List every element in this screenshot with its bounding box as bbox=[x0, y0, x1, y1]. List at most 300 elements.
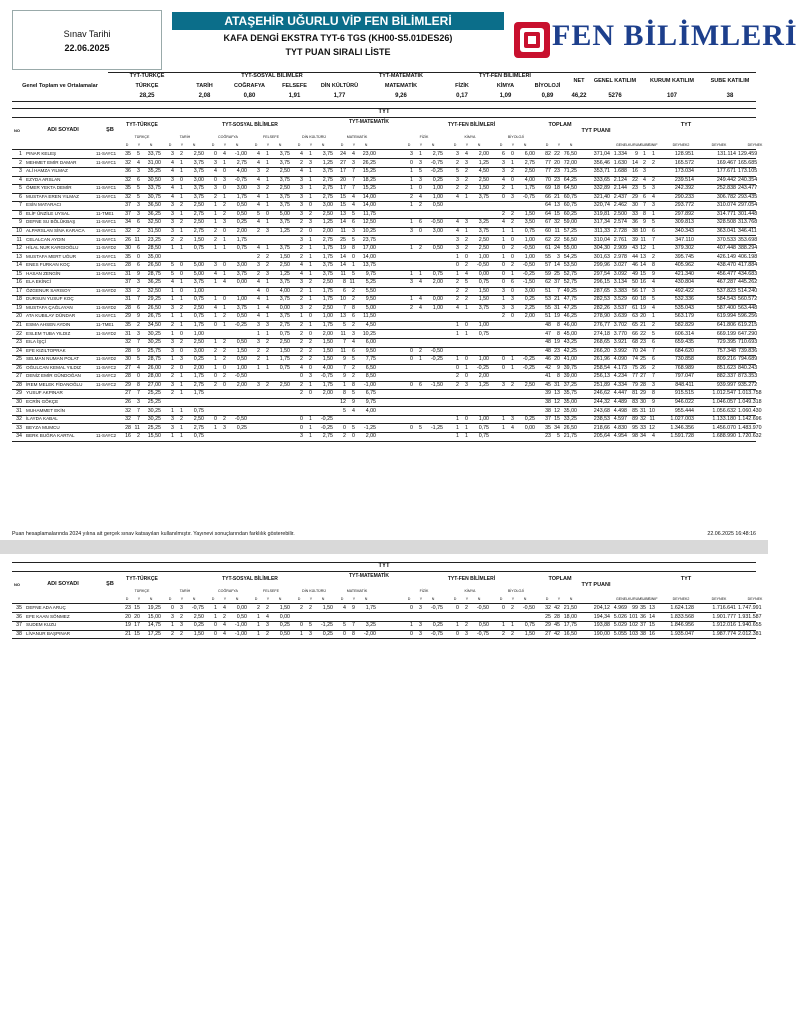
cell-wrong: 1 bbox=[223, 304, 226, 311]
deynek-cell: 641.806 bbox=[716, 322, 736, 328]
cell-wrong: 1 bbox=[180, 313, 183, 320]
deynek-cell: 165.572 bbox=[674, 159, 694, 166]
deynek-cell: 309.813 bbox=[674, 219, 694, 226]
cell-net: 42,25 bbox=[563, 347, 577, 354]
cell-correct: 3 bbox=[410, 151, 413, 157]
row-no: 26 bbox=[16, 364, 22, 371]
rank-cell: 26 bbox=[640, 364, 646, 371]
cell-wrong: 11 bbox=[554, 227, 560, 234]
cell-correct: 0 bbox=[300, 416, 303, 423]
rank-cell: 4.234 bbox=[613, 373, 627, 380]
cell-wrong: 0 bbox=[419, 185, 422, 192]
cell-correct: 3 bbox=[171, 202, 174, 209]
cell-correct: 2 bbox=[300, 159, 303, 166]
cell-wrong: 2 bbox=[352, 287, 355, 294]
row-no: 16 bbox=[16, 279, 22, 286]
cell-wrong: 3 bbox=[419, 630, 422, 637]
cell-correct: 31 bbox=[125, 330, 131, 337]
rank-cell: 1 bbox=[652, 313, 655, 320]
row-sube: 11-SAYC1 bbox=[96, 313, 117, 319]
cell-wrong: 2 bbox=[352, 373, 355, 380]
tyt-puan: 251,89 bbox=[593, 381, 610, 388]
rank-header: DEYNEK bbox=[747, 143, 763, 147]
tyt-puan: 321,40 bbox=[593, 193, 610, 200]
rank-cell: 44 bbox=[632, 253, 638, 260]
cell-net: 0,00 bbox=[524, 424, 535, 431]
cell-wrong: 28 bbox=[554, 613, 560, 620]
cell-net: 52,75 bbox=[563, 279, 577, 286]
rank-cell: 3.134 bbox=[613, 279, 627, 286]
cell-wrong: 15 bbox=[134, 605, 140, 611]
cell-correct: 3 bbox=[300, 279, 303, 286]
col-sb-header: ŞB bbox=[106, 127, 114, 133]
cell-net: 35,00 bbox=[563, 398, 577, 405]
cell-correct: 4 bbox=[456, 227, 459, 234]
row-name: BERK BUĞRA KARTAL bbox=[26, 433, 75, 439]
cell-net: 15,50 bbox=[147, 433, 161, 440]
cell-correct: 20 bbox=[340, 176, 346, 183]
table-row bbox=[12, 398, 762, 407]
cell-net: 37,25 bbox=[563, 381, 577, 388]
tyt-puan: 311,33 bbox=[594, 227, 610, 234]
cell-wrong: 2 bbox=[223, 356, 226, 363]
cell-wrong: 9 bbox=[137, 347, 140, 354]
cell-correct: 1 bbox=[410, 296, 413, 303]
dyn-header: Y bbox=[352, 143, 356, 147]
deynek-cell: 445.262 bbox=[738, 279, 758, 286]
rank-cell: 2.728 bbox=[613, 227, 627, 234]
deynek-cell: 915.515 bbox=[674, 390, 694, 397]
rank-cell: 95 bbox=[632, 424, 638, 431]
cell-wrong: 3 bbox=[266, 322, 269, 328]
rank-header: SUBE bbox=[640, 597, 650, 601]
cell-correct: 1 bbox=[456, 622, 459, 629]
rank-cell: 4.954 bbox=[613, 433, 627, 440]
cell-net: -1,25 bbox=[430, 424, 443, 431]
rank-cell: 9 bbox=[635, 151, 638, 157]
col-no-header: NO bbox=[14, 128, 20, 133]
cell-net: 10,25 bbox=[362, 227, 376, 234]
cell-correct: 1 bbox=[456, 253, 459, 260]
cell-net: 0,50 bbox=[279, 630, 290, 637]
rank-cell: 103 bbox=[629, 630, 638, 637]
cell-correct: 2 bbox=[300, 253, 303, 260]
cell-correct: 0 bbox=[456, 364, 459, 371]
table-row bbox=[12, 193, 756, 202]
table-row bbox=[12, 407, 762, 416]
cell-wrong: 2 bbox=[511, 210, 514, 217]
cell-correct: 48 bbox=[545, 347, 551, 354]
rank-cell: 10 bbox=[640, 227, 646, 234]
cell-wrong: 3 bbox=[465, 381, 468, 388]
cell-wrong: 3 bbox=[309, 630, 312, 637]
cell-wrong: 4 bbox=[352, 193, 355, 200]
cell-wrong: 3 bbox=[309, 159, 312, 166]
cell-wrong: 5 bbox=[137, 356, 140, 363]
cell-wrong: 8 bbox=[137, 381, 140, 388]
rank-cell: 6 bbox=[652, 356, 655, 363]
cell-correct: 4 bbox=[257, 313, 260, 320]
cell-net: 4,00 bbox=[236, 168, 247, 175]
deynek-cell: 438.470 bbox=[716, 262, 736, 269]
cell-correct: 1 bbox=[300, 313, 303, 320]
cell-net: 3,00 bbox=[236, 262, 247, 269]
cell-correct: 2 bbox=[410, 304, 413, 311]
cell-net: 2,00 bbox=[236, 227, 247, 234]
cell-wrong: 18 bbox=[554, 185, 560, 192]
summary-genel-label: GENEL KATILIM bbox=[593, 78, 637, 84]
cell-net: 3,75 bbox=[193, 159, 204, 166]
deynek-cell: 242.392 bbox=[674, 185, 694, 192]
cell-correct: 28 bbox=[125, 347, 131, 354]
school-title: ATAŞEHİR UĞURLU VİP FEN BİLİMLERİ bbox=[172, 12, 504, 30]
cell-correct: 37 bbox=[545, 416, 551, 423]
cell-correct: 1 bbox=[502, 424, 505, 431]
cell-wrong: 1 bbox=[266, 330, 269, 337]
cell-wrong: 9 bbox=[137, 270, 140, 277]
dyn-header: N bbox=[364, 143, 368, 147]
cell-correct: 21 bbox=[125, 630, 131, 637]
rank-cell: 27 bbox=[640, 373, 646, 380]
rank-cell: 4.830 bbox=[613, 424, 627, 431]
cell-net: 3,75 bbox=[279, 202, 290, 209]
deynek-cell: 1.056.632 bbox=[712, 407, 736, 414]
cell-wrong: 2 bbox=[180, 613, 183, 620]
rank-cell: 2 bbox=[652, 253, 655, 260]
cell-correct: 1 bbox=[410, 270, 413, 277]
cell-correct: 4 bbox=[456, 219, 459, 226]
table-row bbox=[12, 295, 756, 304]
cell-net: 28,75 bbox=[147, 270, 161, 277]
subject-header: BİYOLOJİ bbox=[507, 589, 525, 593]
cell-correct: 1 bbox=[171, 407, 174, 414]
cell-wrong: 2 bbox=[137, 287, 140, 294]
rank-cell: 29 bbox=[632, 193, 638, 200]
tyt-puan: 268,65 bbox=[593, 339, 610, 346]
cell-wrong: 3 bbox=[223, 176, 226, 183]
dyn-header: N bbox=[321, 143, 325, 147]
row-name: DEFNE ADA ARUÇ bbox=[26, 605, 66, 610]
cell-correct: 26 bbox=[125, 236, 131, 243]
cell-net: 3,00 bbox=[193, 176, 204, 183]
cell-correct: 1 bbox=[214, 219, 217, 226]
cell-wrong: 3 bbox=[419, 622, 422, 629]
cell-correct: 34 bbox=[125, 219, 131, 226]
cell-wrong: 1 bbox=[266, 151, 269, 157]
rank-cell: 1 bbox=[652, 151, 655, 157]
row-name: ELA EKİNCİ bbox=[26, 279, 52, 285]
cell-correct: 0 bbox=[502, 270, 505, 277]
cell-net: -0,75 bbox=[522, 193, 535, 200]
cell-correct: 1 bbox=[214, 339, 217, 346]
cell-correct: 3 bbox=[300, 193, 303, 200]
cell-net: 0,75 bbox=[478, 433, 489, 440]
deynek-cell: 407.448 bbox=[716, 245, 736, 252]
row-name: BEYZA MUMCU bbox=[26, 424, 60, 430]
rank-cell: 2 bbox=[652, 364, 655, 371]
cell-net: 1,75 bbox=[193, 390, 204, 397]
rank-cell: 25 bbox=[640, 356, 646, 363]
cell-correct: 9 bbox=[343, 373, 346, 380]
cell-wrong: 1 bbox=[419, 270, 422, 277]
cell-correct: 5 bbox=[456, 168, 459, 175]
cell-net: 0,50 bbox=[236, 202, 247, 209]
cell-correct: 2 bbox=[300, 381, 303, 388]
dyn-header: N bbox=[569, 597, 573, 601]
cell-net: 28,50 bbox=[147, 245, 161, 252]
rank-cell: 3 bbox=[652, 202, 655, 209]
cell-net: 2,75 bbox=[193, 424, 204, 431]
cell-net: 5,25 bbox=[365, 279, 376, 286]
summary-subject: FELSEFE bbox=[282, 83, 307, 89]
cell-correct: 0 bbox=[456, 630, 459, 637]
cell-correct: 0 bbox=[214, 622, 217, 629]
table-row bbox=[12, 432, 762, 441]
cell-net: 2,75 bbox=[322, 236, 333, 243]
cell-wrong: 6 bbox=[137, 304, 140, 311]
cell-wrong: 2 bbox=[180, 151, 183, 157]
deynek-cell: 848.411 bbox=[675, 381, 694, 388]
cell-correct: 2 bbox=[343, 433, 346, 440]
cell-wrong: 22 bbox=[554, 236, 560, 243]
cell-net: -0,25 bbox=[320, 424, 333, 431]
cell-wrong: 2 bbox=[180, 219, 183, 226]
row-sube: 11-SAYD2 bbox=[96, 245, 117, 251]
rank-header: DEYNEK bbox=[747, 597, 763, 601]
cell-wrong: 4 bbox=[352, 202, 355, 209]
cell-net: 2,50 bbox=[193, 416, 204, 423]
rank-cell: 24 bbox=[640, 347, 646, 354]
row-name: CELALCAN AYDIN bbox=[26, 236, 65, 242]
rank-cell: 31 bbox=[640, 407, 646, 414]
deynek-cell: 619.215 bbox=[738, 322, 758, 328]
rank-cell: 3.537 bbox=[613, 304, 627, 311]
cell-net: 0,75 bbox=[279, 330, 290, 337]
dyn-header: N bbox=[235, 143, 239, 147]
cell-net: 1,75 bbox=[322, 245, 333, 252]
cell-wrong: 0 bbox=[266, 210, 269, 217]
cell-net: 2,50 bbox=[193, 339, 204, 346]
cell-correct: 1 bbox=[343, 381, 346, 388]
cell-correct: 4 bbox=[300, 151, 303, 157]
tyt-puan: 304,30 bbox=[593, 245, 610, 252]
cell-net: 3,75 bbox=[279, 279, 290, 286]
cell-correct: 4 bbox=[257, 151, 260, 157]
cell-wrong: 1 bbox=[511, 185, 514, 192]
rank-cell: 70 bbox=[632, 347, 638, 354]
cell-net: 45,00 bbox=[563, 330, 577, 337]
cell-wrong: 6 bbox=[137, 245, 140, 252]
rank-cell: 2.574 bbox=[613, 219, 627, 226]
subject-header: TARİH bbox=[179, 135, 191, 139]
dyn-header: N bbox=[192, 143, 196, 147]
cell-correct: 2 bbox=[502, 313, 505, 320]
tyt-puan: 204,12 bbox=[593, 605, 610, 611]
rank-cell: 1 bbox=[643, 151, 646, 157]
rank-cell: 1.630 bbox=[613, 159, 627, 166]
cell-net: 18,25 bbox=[362, 176, 376, 183]
cell-net: 2,50 bbox=[322, 279, 333, 286]
cell-wrong: 0 bbox=[180, 262, 183, 269]
tyt-puan: 246,62 bbox=[593, 390, 610, 397]
cell-net: 35,00 bbox=[147, 253, 161, 260]
cell-wrong: 2 bbox=[266, 630, 269, 637]
cell-wrong: 42 bbox=[554, 630, 560, 637]
cell-wrong: 1 bbox=[465, 227, 468, 234]
deynek-cell: 456.477 bbox=[716, 270, 736, 277]
cell-correct: 3 bbox=[171, 381, 174, 388]
cell-net: 17,00 bbox=[362, 245, 376, 252]
cell-correct: 51 bbox=[545, 287, 551, 294]
cell-wrong: 2 bbox=[180, 236, 183, 243]
cell-correct: 77 bbox=[545, 159, 551, 166]
cell-net: 3,25 bbox=[478, 219, 489, 226]
cell-wrong: 2 bbox=[266, 605, 269, 611]
cell-net: 2,00 bbox=[236, 381, 247, 388]
cell-net: 0,75 bbox=[432, 270, 443, 277]
cell-correct: 3 bbox=[502, 159, 505, 166]
cell-net: 17,25 bbox=[147, 630, 161, 637]
cell-net: -0,75 bbox=[191, 605, 204, 611]
cell-correct: 3 bbox=[502, 381, 505, 388]
cell-correct: 1 bbox=[171, 313, 174, 320]
tyt-puan: 353,71 bbox=[593, 168, 610, 175]
row-name: ENES FURKAN KOÇ bbox=[26, 262, 70, 268]
cell-correct: 11 bbox=[340, 347, 346, 354]
cell-net: -0,50 bbox=[522, 605, 535, 611]
cell-correct: 6 bbox=[502, 151, 505, 157]
cell-wrong: 4 bbox=[419, 296, 422, 303]
cell-wrong: 0 bbox=[419, 227, 422, 234]
rank-cell: 98 bbox=[632, 433, 638, 440]
table-row bbox=[12, 210, 756, 219]
deynek-cell: 560.572 bbox=[738, 296, 758, 303]
cell-correct: 25 bbox=[545, 613, 551, 620]
tyt-puan: 333,65 bbox=[593, 176, 610, 183]
cell-net: 9,75 bbox=[365, 270, 376, 277]
cell-net: 3,75 bbox=[236, 304, 247, 311]
deynek-cell: 619.994 bbox=[716, 313, 736, 320]
row-no: 28 bbox=[16, 381, 22, 388]
cell-net: 2,75 bbox=[524, 159, 535, 166]
row-no: 38 bbox=[16, 630, 22, 637]
cell-wrong: 1 bbox=[180, 390, 183, 397]
cell-correct: 1 bbox=[214, 313, 217, 320]
cell-correct: 7 bbox=[343, 364, 346, 371]
dyn-header: Y bbox=[180, 597, 184, 601]
cell-net: 0,25 bbox=[524, 296, 535, 303]
cell-correct: 4 bbox=[300, 270, 303, 277]
cell-wrong: 2 bbox=[309, 605, 312, 611]
deynek-cell: 395.745 bbox=[674, 253, 694, 260]
rank-cell: 46 bbox=[632, 262, 638, 269]
cell-correct: 23 bbox=[125, 605, 131, 611]
rank-cell: 66 bbox=[632, 330, 638, 337]
rank-cell: 3.092 bbox=[613, 270, 627, 277]
cell-correct: 27 bbox=[545, 630, 551, 637]
cell-wrong: 11 bbox=[134, 236, 140, 243]
cell-net: 15,25 bbox=[362, 168, 376, 175]
cell-net: 0,00 bbox=[236, 605, 247, 611]
cell-net: 33,25 bbox=[563, 416, 577, 423]
table-row bbox=[12, 364, 756, 373]
row-name: MUHAMMET EKİN bbox=[26, 407, 65, 413]
rank-cell: 7 bbox=[652, 347, 655, 354]
dyn-header: Y bbox=[223, 143, 227, 147]
dyn-header: D bbox=[453, 143, 457, 147]
cell-correct: 14 bbox=[340, 262, 346, 269]
row-name: ELİF ÜNZİLE UYSAL bbox=[26, 210, 70, 216]
cell-correct: 0 bbox=[502, 364, 505, 371]
cell-correct: 7 bbox=[343, 339, 346, 346]
cell-correct: 0 bbox=[456, 605, 459, 611]
cell-correct: 1 bbox=[300, 630, 303, 637]
rank-cell: 5 bbox=[652, 330, 655, 337]
dyn-header: N bbox=[477, 597, 481, 601]
cell-wrong: 2 bbox=[223, 202, 226, 209]
summary-genel-value: 5276 bbox=[608, 93, 622, 99]
cell-net: 0,75 bbox=[193, 245, 204, 252]
deynek-cell: 434.683 bbox=[738, 270, 758, 277]
row-no: 3 bbox=[19, 168, 22, 175]
rank-cell: 35 bbox=[640, 605, 646, 611]
cell-correct: 0 bbox=[502, 605, 505, 611]
cell-net: 2,75 bbox=[322, 433, 333, 440]
cell-wrong: 3 bbox=[465, 219, 468, 226]
cell-wrong: 2 bbox=[465, 622, 468, 629]
group-sosyal-header: TYT-SOSYAL BİLİMLER bbox=[222, 576, 278, 582]
cell-wrong: 2 bbox=[511, 262, 514, 269]
cell-wrong: 2 bbox=[465, 287, 468, 294]
rank-cell: 85 bbox=[632, 407, 638, 414]
cell-wrong: 0 bbox=[511, 236, 514, 243]
rank-cell: 16 bbox=[640, 279, 646, 286]
deynek-cell: 797.047 bbox=[674, 373, 694, 380]
cell-correct: 4 bbox=[257, 176, 260, 183]
cell-wrong: 1 bbox=[223, 322, 226, 328]
cell-net: 3,75 bbox=[236, 270, 247, 277]
deynek-cell: 173.034 bbox=[674, 168, 694, 175]
cell-net: 2,75 bbox=[322, 193, 333, 200]
deynek-cell: 851.623 bbox=[716, 364, 736, 371]
cell-wrong: 1 bbox=[309, 236, 312, 243]
cell-wrong: 2 bbox=[309, 210, 312, 217]
rank-cell: 21 bbox=[640, 322, 646, 328]
cell-net: 0,00 bbox=[279, 613, 290, 620]
print-datetime: 22.06.2025 16:48:16 bbox=[707, 531, 756, 537]
rank-cell: 16 bbox=[632, 168, 638, 175]
dyn-header: Y bbox=[557, 597, 561, 601]
cell-correct: 2 bbox=[257, 347, 260, 354]
deynek-cell: 1.940.655 bbox=[738, 622, 762, 629]
cell-wrong: 9 bbox=[352, 398, 355, 405]
cell-wrong: 13 bbox=[554, 202, 560, 209]
deynek-cell: 297.892 bbox=[674, 210, 694, 217]
dyn-header: N bbox=[523, 597, 527, 601]
summary-net-value: 46,22 bbox=[571, 93, 587, 99]
dyn-header: Y bbox=[511, 597, 515, 601]
cell-wrong: 5 bbox=[137, 185, 140, 192]
dyn-header: N bbox=[235, 597, 239, 601]
deynek-cell: 240.354 bbox=[738, 176, 758, 183]
cell-net: 30,50 bbox=[147, 176, 161, 183]
cell-wrong: 2 bbox=[223, 347, 226, 354]
cell-net: 2,00 bbox=[478, 373, 489, 380]
col-no-header: NO bbox=[14, 582, 20, 587]
cell-correct: 1 bbox=[171, 356, 174, 363]
row-sube: 11-SAYC1 bbox=[96, 262, 117, 268]
summary-subject-value: 28,25 bbox=[139, 93, 155, 99]
